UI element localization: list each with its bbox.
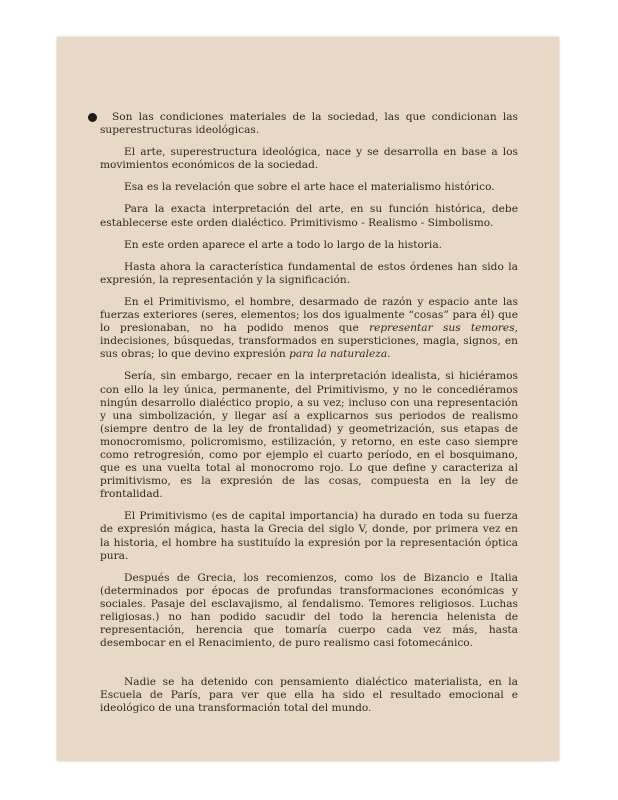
paragraph-7-italic-a: representar sus temores, <box>369 322 518 335</box>
paragraph-11: Nadie se ha detenido con pensamiento dialéctico materialista, en la Escuela de París, para ver que ella ha sido el resultado emocional e ideológico de una transformación total del mundo. <box>100 676 518 715</box>
paragraph-2: El arte, superestructura ideológica, nace y se desarrolla en base a los movimientos económicos de la sociedad. <box>100 146 518 172</box>
paragraph-10: Después de Grecia, los recomienzos, como los de Bizancio e Italia (determinados por épocas de profundas transformaciones económicas y sociales. Pasaje del esclavajismo, al fendalismo. Temores religiosos. Luchas religiosas.) no han podido sacudir del todo la herencia helenista de representación, herencia que tomaría cuerpo cada vez más, hasta desembocar en el Renacimiento, de puro realismo casi fotomecánico. <box>100 571 518 650</box>
paragraph-9: El Primitivismo (es de capital importancia) ha durado en toda su fuerza de expresión mágica, hasta la Grecia del siglo V, donde, por primera vez en la historia, el hombre ha sustituído la expresión por la representación óptica pura. <box>100 510 518 562</box>
paragraph-7-text-a: En el Primitivismo, el hombre, desarmado de razón y espacio ante las fuerzas exteriores (seres, elementos; los dos igualmente “cosas” para él) que lo presionaban, no ha podido menos que <box>100 295 518 335</box>
paragraph-7-italic-b: para la naturaleza. <box>289 348 391 361</box>
page-text <box>100 111 518 725</box>
paragraph-7-text-b: indecisiones, búsquedas, transformados en supersticiones, magia, signos, en sus obras; lo que devino expresión <box>100 335 518 361</box>
paragraph-1-text: Son las condiciones materiales de la sociedad, las que condicionan las superestructuras ideológicas. <box>100 111 518 137</box>
paragraph-6: Hasta ahora la característica fundamental de estos órdenes han sido la expresión, la representación y la significación. <box>100 260 518 286</box>
paragraph-8: Sería, sin embargo, recaer en la interpretación idealista, si hiciéramos con ello la ley única, permanente, del Primitivismo, y no le concediéramos ningún desarrollo dialéctico propio, a su vez; incluso con una representación y una simbolización, y llegar así a explicarnos sus periodos de realismo (siempre dentro de la ley de frontalidad) y geometrización, sus etapas de monocromismo, policromismo, estilización, y retorno, en este caso siempre como retrogresión, como por ejemplo el cuarto período, en el bosquimano, que es una vuelta total al monocromo rojo. Lo que define y caracteriza al primitivismo, es la expresión de las cosas, compuesta en la ley de frontalidad. <box>100 370 518 501</box>
paragraph-3: Esa es la revelación que sobre el arte hace el materialismo histórico. <box>124 181 495 194</box>
paragraph-1 <box>100 111 518 137</box>
paragraph-4: Para la exacta interpretación del arte, en su función histórica, debe establecerse este orden dialéctico. Primitivismo - Realismo - Simbolismo. <box>100 203 518 229</box>
paragraph-5: En este orden aparece el arte a todo lo largo de la historia. <box>124 238 443 251</box>
paragraph-7 <box>100 296 518 361</box>
bullet-icon <box>88 113 97 122</box>
